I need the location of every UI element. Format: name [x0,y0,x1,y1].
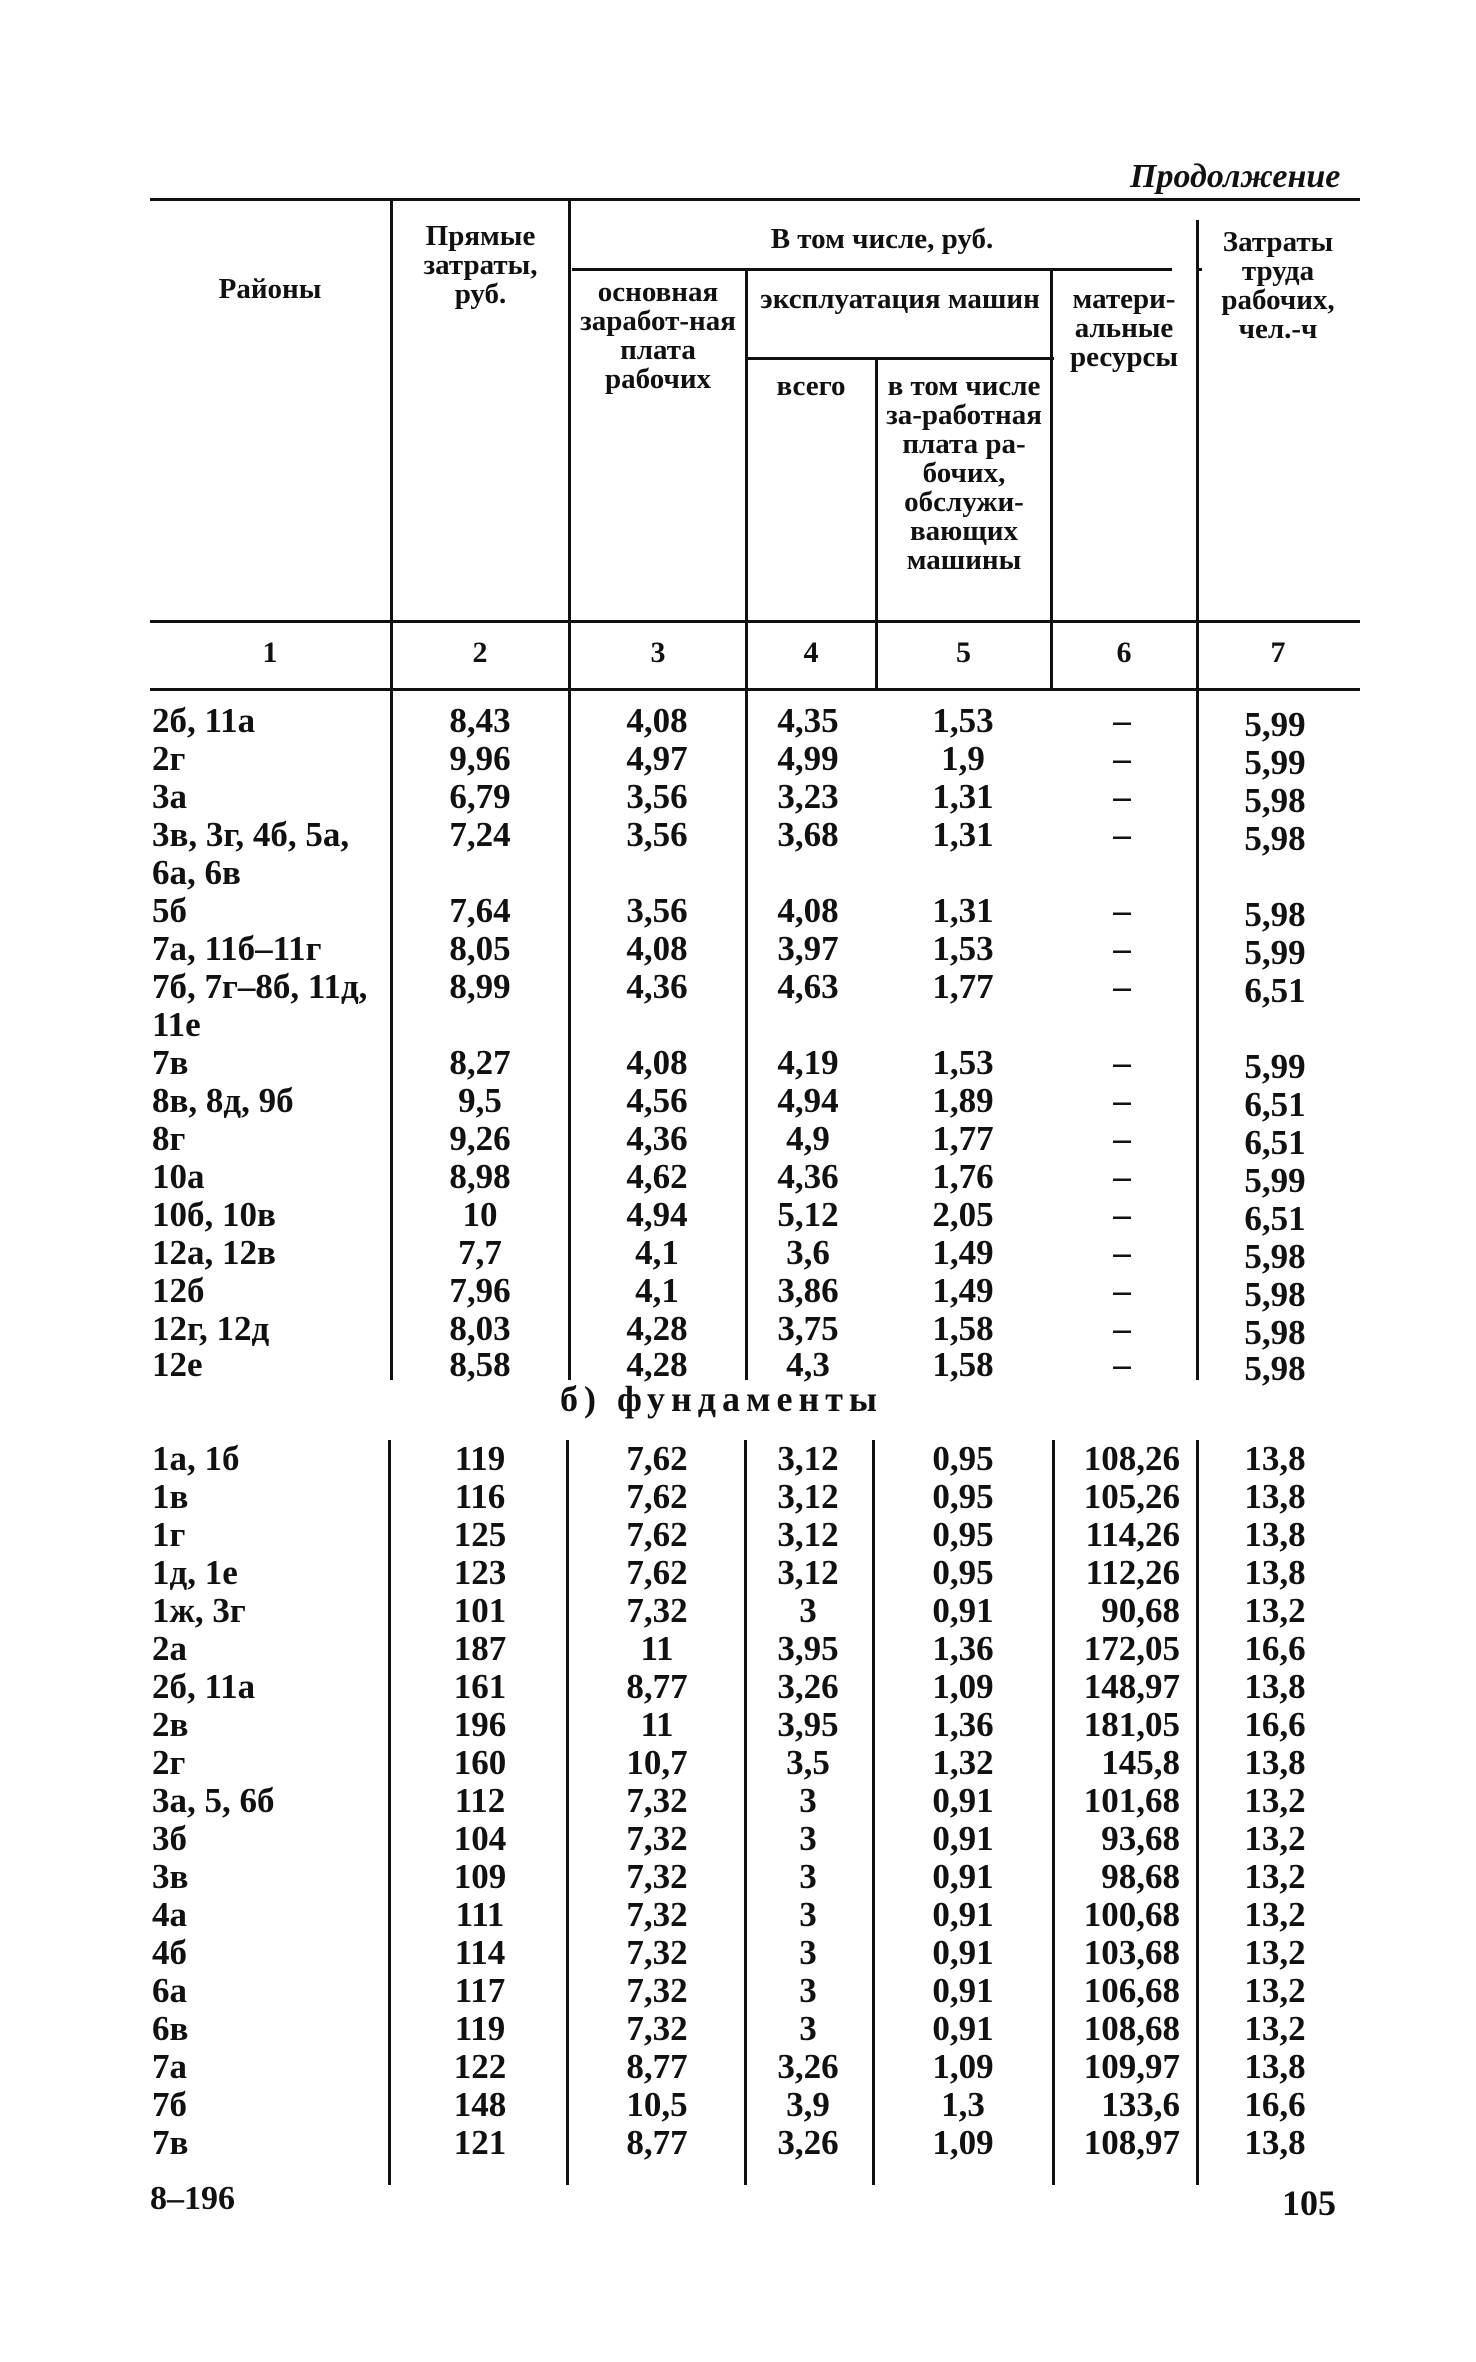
district-cell: 2в [152,1705,189,1744]
direct-cell: 112 [454,1781,506,1820]
mach-wage-cell: 1,36 [932,1629,994,1668]
district-cell: 12б [152,1271,205,1310]
wage-cell: 7,62 [626,1439,688,1478]
labor-cell: 5,99 [1244,705,1306,744]
labor-cell: 13,8 [1244,2123,1306,2162]
direct-cell: 8,98 [449,1157,511,1196]
labor-cell: 5,98 [1244,1349,1306,1388]
labor-cell: 5,99 [1244,743,1306,782]
labor-cell: 13,8 [1244,1439,1306,1478]
mach-total-cell: 3,5 [786,1743,830,1782]
wage-cell: 4,36 [626,967,688,1006]
wage-cell: 4,08 [626,701,688,740]
signature-mark: 8–196 [150,2180,235,2217]
materials-cell: – [1113,967,1131,1006]
district-cell: 7а [152,2047,187,2086]
materials-cell: 108,26 [1083,1439,1180,1478]
wage-cell: 4,28 [626,1309,688,1348]
labor-cell: 13,2 [1244,1895,1306,1934]
materials-cell: – [1113,1309,1131,1348]
wage-cell: 4,36 [626,1119,688,1158]
numbers-bottom-rule [150,688,1360,691]
district-cell: 7в [152,1043,189,1082]
wage-cell: 7,32 [626,1895,688,1934]
district-cell: 5б [152,891,187,930]
direct-cell: 10 [462,1195,498,1234]
labor-cell: 6,51 [1244,1199,1306,1238]
labor-cell: 13,8 [1244,1743,1306,1782]
direct-cell: 6,79 [449,777,511,816]
materials-cell: – [1113,1081,1131,1120]
direct-cell: 160 [453,1743,507,1782]
district-cell: 4а [152,1895,187,1934]
district-cell: 1г [152,1515,186,1554]
materials-cell: – [1113,1119,1131,1158]
mach-total-cell: 3,12 [777,1477,839,1516]
materials-cell: – [1113,1345,1131,1384]
materials-cell: 103,68 [1083,1933,1180,1972]
materials-cell: – [1113,1271,1131,1310]
materials-cell: 93,68 [1101,1819,1180,1858]
wage-cell: 4,94 [626,1195,688,1234]
mach-total-cell: 3,12 [777,1515,839,1554]
top-rule [150,198,1360,201]
mach-total-cell: 3,95 [777,1705,839,1744]
mach-total-cell: 3,26 [777,1667,839,1706]
wage-cell: 8,77 [626,1667,688,1706]
labor-cell: 5,98 [1244,1237,1306,1276]
mach-total-cell: 3 [799,1819,817,1858]
labor-cell: 5,99 [1244,1047,1306,1086]
divider-1 [390,198,393,691]
mach-total-cell: 4,3 [786,1345,830,1384]
materials-cell: – [1113,1043,1131,1082]
wage-cell: 7,32 [626,1971,688,2010]
mach-total-cell: 3,23 [777,777,839,816]
labor-cell: 16,6 [1244,1705,1306,1744]
wage-cell: 7,62 [626,1477,688,1516]
mach-total-cell: 3,68 [777,815,839,854]
district-cell: 10а [152,1157,205,1196]
group-rule [572,268,1172,271]
mach-wage-cell: 0,91 [932,1895,994,1934]
header-direct-costs: Прямые затраты, руб. [423,220,538,310]
wage-cell: 7,62 [626,1515,688,1554]
header-materials: матери-альные ресурсы [1070,283,1178,373]
direct-cell: 101 [453,1591,507,1630]
materials-cell: 148,97 [1083,1667,1180,1706]
materials-cell: 101,68 [1083,1781,1180,1820]
district-cell: 12а, 12в [152,1233,276,1272]
district-cell: 3а, 5, 6б [152,1781,275,1820]
labor-cell: 6,51 [1244,1085,1306,1124]
section-b-title: б) фундаменты [560,1379,883,1419]
divider-2 [568,198,571,691]
header-mach-total: всего [776,370,846,402]
district-cell: 6в [152,2009,189,2048]
col-number-7: 7 [1270,636,1286,669]
direct-cell: 8,05 [449,929,511,968]
mach-wage-cell: 1,09 [932,2047,994,2086]
district-cell: 2б, 11а [152,1667,256,1706]
district-cell: 2б, 11а [152,701,256,740]
header-group: В том числе, руб. [770,223,994,255]
direct-cell: 8,99 [449,967,511,1006]
direct-cell: 109 [453,1857,507,1896]
labor-cell: 13,8 [1244,1667,1306,1706]
body-a-divider-6 [1196,690,1199,1380]
district-cell: 12е [152,1345,203,1384]
mach-total-cell: 4,08 [777,891,839,930]
wage-cell: 10,7 [626,1743,688,1782]
district-cell: 7в [152,2123,189,2162]
district-cell: 6а [152,1971,187,2010]
district-cell: 8г [152,1119,186,1158]
labor-cell: 13,2 [1244,2009,1306,2048]
labor-cell: 5,99 [1244,1161,1306,1200]
materials-cell: 181,05 [1083,1705,1180,1744]
mach-wage-cell: 0,95 [932,1515,994,1554]
mach-wage-cell: 1,77 [932,1119,994,1158]
direct-cell: 119 [454,1439,506,1478]
labor-cell: 5,98 [1244,781,1306,820]
mach-wage-cell: 1,53 [932,1043,994,1082]
mach-wage-cell: 1,32 [932,1743,994,1782]
labor-cell: 5,98 [1244,819,1306,858]
labor-cell: 5,98 [1244,895,1306,934]
mach-wage-cell: 1,49 [932,1271,994,1310]
mach-wage-cell: 0,95 [932,1439,994,1478]
mach-wage-cell: 1,9 [941,739,985,778]
materials-cell: – [1113,891,1131,930]
wage-cell: 11 [640,1705,674,1744]
direct-cell: 196 [453,1705,507,1744]
wage-cell: 4,28 [626,1345,688,1384]
materials-cell: – [1113,701,1131,740]
wage-cell: 4,97 [626,739,688,778]
mach-total-cell: 3,12 [777,1553,839,1592]
mach-wage-cell: 0,91 [932,1857,994,1896]
wage-cell: 7,32 [626,1591,688,1630]
labor-cell: 13,2 [1244,1971,1306,2010]
labor-cell: 13,8 [1244,1477,1306,1516]
machines-rule [748,357,1054,360]
wage-cell: 4,1 [635,1271,679,1310]
header-districts: Районы [218,273,322,305]
mach-wage-cell: 0,91 [932,1591,994,1630]
materials-cell: – [1113,1195,1131,1234]
body-b-divider-4 [872,1440,875,2185]
mach-total-cell: 3 [799,1933,817,1972]
mach-total-cell: 3,26 [777,2123,839,2162]
mach-wage-cell: 0,91 [932,1781,994,1820]
body-b-divider-6 [1196,1440,1199,2185]
col-number-5: 5 [956,636,971,669]
direct-cell: 8,27 [449,1043,511,1082]
body-b-divider-2 [566,1440,569,2185]
direct-cell: 9,26 [449,1119,511,1158]
materials-cell: 105,26 [1083,1477,1180,1516]
mach-total-cell: 5,12 [777,1195,839,1234]
direct-cell: 121 [453,2123,507,2162]
materials-cell: 172,05 [1083,1629,1180,1668]
direct-cell: 9,96 [449,739,511,778]
materials-cell: 114,26 [1085,1515,1180,1554]
materials-cell: 108,68 [1083,2009,1180,2048]
labor-cell: 13,8 [1244,1515,1306,1554]
mach-wage-cell: 0,91 [932,1933,994,1972]
direct-cell: 125 [453,1515,507,1554]
wage-cell: 3,56 [626,815,688,854]
materials-cell: – [1113,739,1131,778]
mach-wage-cell: 0,91 [932,1819,994,1858]
district-cell: 1ж, 3г [152,1591,246,1630]
wage-cell: 4,62 [626,1157,688,1196]
labor-cell: 6,51 [1244,1123,1306,1162]
mach-total-cell: 4,36 [777,1157,839,1196]
materials-cell: 108,97 [1083,2123,1180,2162]
materials-cell: 90,68 [1101,1591,1180,1630]
wage-cell: 11 [640,1629,674,1668]
col-number-6: 6 [1116,636,1132,669]
mach-wage-cell: 2,05 [932,1195,994,1234]
mach-total-cell: 4,19 [777,1043,839,1082]
mach-total-cell: 3,75 [777,1309,839,1348]
direct-cell: 114 [454,1933,506,1972]
header-bottom-rule [150,620,1360,623]
mach-wage-cell: 1,53 [932,929,994,968]
wage-cell: 3,56 [626,891,688,930]
materials-cell: 106,68 [1083,1971,1180,2010]
district-cell: 3б [152,1819,187,1858]
wage-cell: 7,32 [626,1819,688,1858]
direct-cell: 8,43 [449,701,511,740]
mach-wage-cell: 1,36 [932,1705,994,1744]
mach-total-cell: 3 [799,1971,817,2010]
mach-total-cell: 4,35 [777,701,839,740]
direct-cell: 123 [453,1553,507,1592]
direct-cell: 116 [454,1477,506,1516]
mach-total-cell: 3,12 [777,1439,839,1478]
materials-cell: – [1113,1157,1131,1196]
mach-total-cell: 3,6 [786,1233,830,1272]
mach-total-cell: 3 [799,1857,817,1896]
direct-cell: 8,58 [449,1345,511,1384]
mach-wage-cell: 1,09 [932,2123,994,2162]
labor-cell: 13,2 [1244,1781,1306,1820]
mach-wage-cell: 1,31 [932,891,994,930]
mach-total-cell: 4,94 [777,1081,839,1120]
continuation-label: Продолжение [1130,158,1341,195]
district-cell: 10б, 10в [152,1195,276,1234]
mach-total-cell: 3 [799,1591,817,1630]
mach-wage-cell: 1,31 [932,815,994,854]
district-cell: 1в [152,1477,189,1516]
mach-total-cell: 3 [799,2009,817,2048]
district-cell: 7а, 11б–11г [152,929,322,968]
direct-cell: 7,64 [449,891,511,930]
mach-wage-cell: 1,09 [932,1667,994,1706]
header-wage: основная заработ-ная плата рабочих [580,276,736,395]
district-cell: 3в, 3г, 4б, 5а, 6а, 6в [152,815,350,892]
mach-wage-cell: 1,49 [932,1233,994,1272]
mach-total-cell: 3,26 [777,2047,839,2086]
direct-cell: 161 [453,1667,507,1706]
materials-cell: 145,8 [1101,1743,1180,1782]
labor-cell: 13,2 [1244,1933,1306,1972]
wage-cell: 4,56 [626,1081,688,1120]
mach-wage-cell: 1,31 [932,777,994,816]
labor-cell: 6,51 [1244,971,1306,1010]
direct-cell: 111 [455,1895,505,1934]
mach-total-cell: 4,63 [777,967,839,1006]
col-number-2: 2 [472,636,488,669]
wage-cell: 4,1 [635,1233,679,1272]
page-number: 105 [1282,2183,1336,2223]
mach-wage-cell: 1,89 [932,1081,994,1120]
labor-cell: 5,98 [1244,1275,1306,1314]
mach-wage-cell: 1,76 [932,1157,994,1196]
mach-total-cell: 3,97 [777,929,839,968]
direct-cell: 148 [453,2085,507,2124]
direct-cell: 7,96 [449,1271,511,1310]
district-cell: 7б, 7г–8б, 11д, 11е [152,967,368,1044]
mach-total-cell: 3,95 [777,1629,839,1668]
district-cell: 2г [152,739,186,778]
wage-cell: 8,77 [626,2047,688,2086]
col-number-4: 4 [803,636,819,669]
materials-cell: – [1113,929,1131,968]
mach-wage-cell: 1,58 [932,1309,994,1348]
mach-wage-cell: 1,58 [932,1345,994,1384]
materials-cell: 112,26 [1085,1553,1180,1592]
header-machines: эксплуатация машин [760,283,1040,315]
body-a-divider-2 [568,690,571,1380]
direct-cell: 104 [453,1819,507,1858]
labor-cell: 16,6 [1244,1629,1306,1668]
direct-cell: 7,7 [458,1233,502,1272]
district-cell: 8в, 8д, 9б [152,1081,294,1120]
labor-cell: 5,99 [1244,933,1306,972]
labor-cell: 13,2 [1244,1819,1306,1858]
mach-total-cell: 4,9 [786,1119,830,1158]
wage-cell: 8,77 [626,2123,688,2162]
district-cell: 3а [152,777,187,816]
wage-cell: 7,32 [626,1933,688,1972]
wage-cell: 7,32 [626,1781,688,1820]
wage-cell: 4,08 [626,929,688,968]
col-number-3: 3 [650,636,666,669]
body-b-divider-3 [744,1440,747,2185]
district-cell: 12г, 12д [152,1309,270,1348]
mach-total-cell: 4,99 [777,739,839,778]
col-number-1: 1 [262,636,278,669]
labor-cell: 13,2 [1244,1591,1306,1630]
district-cell: 1а, 1б [152,1439,240,1478]
mach-wage-cell: 0,91 [932,2009,994,2048]
direct-cell: 117 [454,1971,506,2010]
labor-cell: 13,8 [1244,2047,1306,2086]
materials-cell: – [1113,1233,1131,1272]
divider-6 [1196,220,1199,691]
district-cell: 1д, 1е [152,1553,238,1592]
mach-wage-cell: 1,77 [932,967,994,1006]
header-mach-wage: в том числе за-работная плата ра-бочих, обслужи-вающих машины [886,370,1042,576]
materials-cell: 133,6 [1101,2085,1180,2124]
wage-cell: 3,56 [626,777,688,816]
district-cell: 4б [152,1933,187,1972]
materials-cell: 98,68 [1101,1857,1180,1896]
wage-cell: 7,32 [626,1857,688,1896]
labor-cell: 13,8 [1244,1553,1306,1592]
district-cell: 2г [152,1743,186,1782]
mach-total-cell: 3,86 [777,1271,839,1310]
divider-3 [745,270,748,691]
materials-cell: 109,97 [1083,2047,1180,2086]
direct-cell: 187 [453,1629,507,1668]
materials-cell: – [1113,777,1131,816]
mach-total-cell: 3 [799,1895,817,1934]
mach-wage-cell: 0,95 [932,1553,994,1592]
mach-wage-cell: 0,95 [932,1477,994,1516]
divider-5 [1050,270,1053,691]
mach-wage-cell: 0,91 [932,1971,994,2010]
district-cell: 7б [152,2085,187,2124]
mach-wage-cell: 1,3 [941,2085,985,2124]
mach-wage-cell: 1,53 [932,701,994,740]
direct-cell: 9,5 [458,1081,502,1120]
labor-cell: 5,98 [1244,1313,1306,1352]
mach-total-cell: 3 [799,1781,817,1820]
direct-cell: 8,03 [449,1309,511,1348]
labor-cell: 13,2 [1244,1857,1306,1896]
materials-cell: – [1113,815,1131,854]
wage-cell: 4,08 [626,1043,688,1082]
wage-cell: 10,5 [626,2085,688,2124]
direct-cell: 122 [453,2047,507,2086]
direct-cell: 7,24 [449,815,511,854]
header-labor: Затраты труда рабочих, чел.-ч [1221,226,1335,345]
materials-cell: 100,68 [1083,1895,1180,1934]
wage-cell: 7,32 [626,2009,688,2048]
mach-total-cell: 3,9 [786,2085,830,2124]
district-cell: 2а [152,1629,187,1668]
labor-cell: 16,6 [1244,2085,1306,2124]
direct-cell: 119 [454,2009,506,2048]
wage-cell: 7,62 [626,1553,688,1592]
district-cell: 3в [152,1857,189,1896]
